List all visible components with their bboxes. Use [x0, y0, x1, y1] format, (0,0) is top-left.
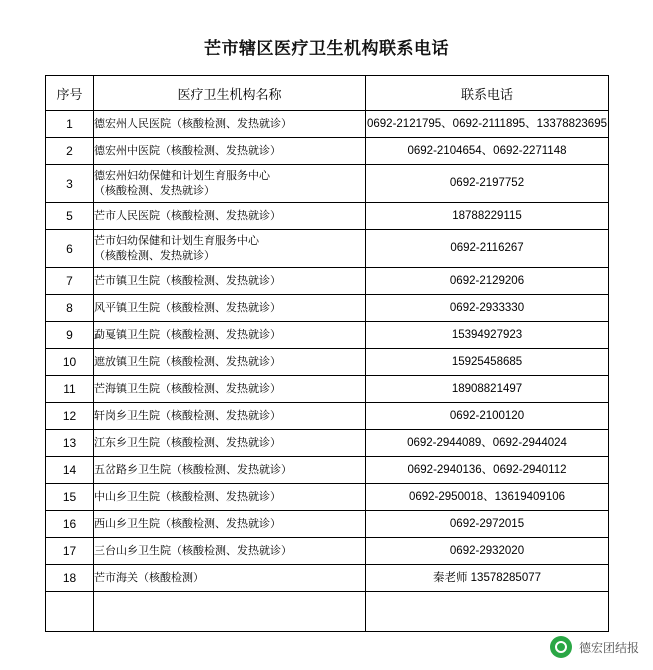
row-institution	[94, 268, 366, 295]
row-institution	[94, 565, 366, 592]
row-institution	[94, 322, 366, 349]
table-row	[46, 511, 609, 538]
row-institution	[94, 295, 366, 322]
table-row	[46, 295, 609, 322]
row-institution	[94, 538, 366, 565]
institution-line-2: （核酸检测、发热就诊）	[94, 184, 215, 197]
phone-line-1: 18788229115	[452, 209, 522, 222]
phone-line-1: 18908821497	[451, 382, 523, 395]
table-row	[46, 565, 609, 592]
table-row	[46, 230, 609, 268]
row-phone	[366, 511, 609, 538]
institution-line-1: 芒海镇卫生院（核酸检测、发热就诊）	[94, 382, 281, 395]
row-phone	[366, 565, 609, 592]
table-row	[46, 138, 609, 165]
newspaper-logo-icon	[550, 636, 572, 658]
institution-line-1: 西山乡卫生院（核酸检测、发热就诊）	[94, 517, 281, 530]
institution-line-1: 五岔路乡卫生院（核酸检测、发热就诊）	[94, 463, 292, 476]
row-phone	[366, 592, 609, 632]
row-index: 16	[46, 511, 94, 538]
phone-line-1: 0692-2121795、0692-2111895、13378823695	[366, 117, 607, 130]
row-phone	[366, 111, 609, 138]
row-index: 5	[46, 203, 94, 230]
row-index: 2	[46, 138, 94, 165]
phone-line-1: 0692-2940136、0692-2940112	[407, 463, 567, 476]
institution-line-1: 勐戛镇卫生院（核酸检测、发热就诊）	[94, 328, 281, 341]
institution-line-1: 芒市妇幼保健和计划生育服务中心	[94, 234, 259, 247]
phone-line-1: 0692-2933330	[449, 301, 525, 314]
institution-line-2: （核酸检测、发热就诊）	[94, 249, 215, 262]
watermark-label: 德宏团结报	[578, 640, 639, 655]
page-title: 芒市辖区医疗卫生机构联系电话	[204, 39, 449, 58]
row-index: 13	[46, 430, 94, 457]
institution-line-1: 轩岗乡卫生院（核酸检测、发热就诊）	[94, 409, 281, 422]
row-phone	[366, 457, 609, 484]
row-index: 18	[46, 565, 94, 592]
row-phone	[366, 430, 609, 457]
row-phone	[366, 538, 609, 565]
institution-line-1: 三台山乡卫生院（核酸检测、发热就诊）	[94, 544, 292, 557]
table-row	[46, 376, 609, 403]
row-institution	[94, 138, 366, 165]
table-row	[46, 457, 609, 484]
row-index: 11	[46, 376, 94, 403]
watermark	[550, 636, 639, 658]
row-institution	[94, 203, 366, 230]
contact-table	[45, 75, 609, 632]
row-phone	[366, 138, 609, 165]
column-header-institution: 医疗卫生机构名称	[94, 76, 366, 111]
row-institution	[94, 165, 366, 203]
row-phone	[366, 295, 609, 322]
row-phone	[366, 165, 609, 203]
row-institution	[94, 376, 366, 403]
row-index: 1	[46, 111, 94, 138]
row-phone	[366, 403, 609, 430]
phone-line-1: 15394927923	[451, 328, 523, 341]
phone-line-1: 0692-2197752	[449, 177, 525, 189]
table-row	[46, 203, 609, 230]
phone-line-1: 0692-2100120	[449, 409, 525, 422]
institution-line-1: 德宏州中医院（核酸检测、发热就诊）	[94, 144, 281, 157]
row-phone	[366, 268, 609, 295]
row-phone	[366, 376, 609, 403]
row-index: 15	[46, 484, 94, 511]
institution-line-1: 风平镇卫生院（核酸检测、发热就诊）	[94, 301, 281, 314]
row-institution	[94, 484, 366, 511]
row-institution	[94, 457, 366, 484]
row-index: 10	[46, 349, 94, 376]
phone-line-1: 0692-2129206	[449, 274, 525, 287]
row-institution	[94, 511, 366, 538]
table-row	[46, 484, 609, 511]
phone-line-1: 15925458685	[451, 355, 523, 368]
phone-line-1: 0692-2104654、0692-2271148	[407, 144, 567, 157]
table-row	[46, 111, 609, 138]
row-index: 14	[46, 457, 94, 484]
table-row	[46, 322, 609, 349]
phone-line-1: 0692-2932020	[449, 544, 525, 557]
table-row	[46, 538, 609, 565]
table-row	[46, 165, 609, 203]
column-header-index: 序号	[46, 76, 94, 111]
row-index: 12	[46, 403, 94, 430]
institution-line-1: 芒市人民医院（核酸检测、发热就诊）	[94, 209, 281, 222]
table-container	[0, 75, 653, 632]
row-institution	[94, 430, 366, 457]
row-index: 8	[46, 295, 94, 322]
table-row	[46, 592, 609, 632]
row-phone	[366, 349, 609, 376]
row-institution	[94, 111, 366, 138]
row-phone	[366, 203, 609, 230]
row-index	[46, 592, 94, 632]
table-row	[46, 268, 609, 295]
row-institution	[94, 349, 366, 376]
institution-line-1: 遮放镇卫生院（核酸检测、发热就诊）	[94, 355, 281, 368]
row-index: 6	[46, 230, 94, 268]
row-index: 17	[46, 538, 94, 565]
row-institution	[94, 403, 366, 430]
table-header	[46, 76, 609, 111]
row-index: 7	[46, 268, 94, 295]
row-institution	[94, 230, 366, 268]
institution-line-1: 芒市镇卫生院（核酸检测、发热就诊）	[94, 274, 281, 287]
phone-line-1: 秦老师 13578285077	[432, 571, 542, 584]
institution-line-1: 德宏州人民医院（核酸检测、发热就诊）	[94, 117, 292, 130]
row-index: 3	[46, 165, 94, 203]
institution-line-1: 中山乡卫生院（核酸检测、发热就诊）	[94, 490, 281, 503]
phone-line-1: 0692-2972015	[449, 517, 525, 530]
row-phone	[366, 484, 609, 511]
table-body	[46, 111, 609, 632]
column-header-phone: 联系电话	[366, 76, 609, 111]
table-header-row	[46, 76, 609, 111]
institution-line-1: 德宏州妇幼保健和计划生育服务中心	[94, 169, 270, 182]
institution-line-1: 江东乡卫生院（核酸检测、发热就诊）	[94, 436, 281, 449]
institution-line-1: 芒市海关（核酸检测）	[94, 571, 204, 584]
phone-line-1: 0692-2944089、0692-2944024	[407, 436, 567, 449]
row-institution	[94, 592, 366, 632]
table-row	[46, 430, 609, 457]
phone-line-1: 0692-2116267	[450, 242, 524, 254]
row-phone	[366, 230, 609, 268]
row-phone	[366, 322, 609, 349]
table-row	[46, 403, 609, 430]
phone-line-1: 0692-2950018、13619409106	[408, 490, 566, 503]
row-index: 9	[46, 322, 94, 349]
table-row	[46, 349, 609, 376]
